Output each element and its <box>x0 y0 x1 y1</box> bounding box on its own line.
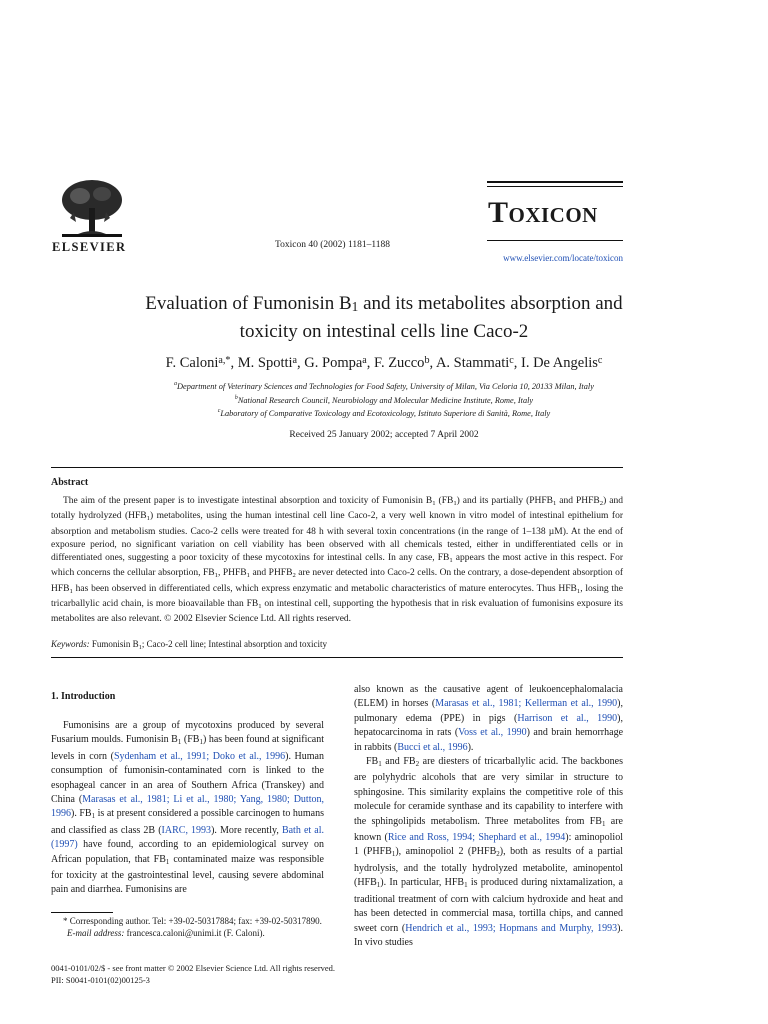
title-part-2: and its metabolites absorption and <box>358 293 623 314</box>
publisher-name: ELSEVIER <box>52 240 127 254</box>
footnote <box>51 915 324 939</box>
journal-url-link[interactable]: www.elsevier.com/locate/toxicon <box>503 253 623 263</box>
title-line-2: toxicity on intestinal cells line Caco-2 <box>239 321 529 342</box>
copyright-line: 0041-0101/02/$ - see front matter © 2002 Elsevier Science Ltd. All rights reserved. <box>51 963 336 973</box>
email-line <box>51 927 324 939</box>
affiliation-c: $^c$Laboratory of Comparative Toxicology and Ecotoxicology, Istituto Superiore di Sanità, Rome, Italy <box>217 408 551 418</box>
citation-link[interactable]: Marasas et al., 1981; Li et al., 1980; Yang, 1980; Dutton, 1996 <box>51 794 324 820</box>
title-subscript: 1 <box>351 299 359 314</box>
author-list: F. Caloni$^{a,*}$, M. Spotti$^a$, G. Pompa$^a$, F. Zucco$^b$, A. Stammati$^c$, I. De Angelis$^c$ <box>165 355 603 371</box>
affiliation-b: $^b$National Research Council, Neurobiology and Molecular Medicine Institute, Rome, Italy <box>234 395 534 405</box>
email-address: francesca.caloni@unimi.it (F. Caloni). <box>126 928 265 938</box>
keywords: Keywords: Fumonisin $B_1$; Caco-2 cell line; Intestinal absorption and toxicity <box>51 639 328 651</box>
intro-paragraph: also known as the causative agent of leukoencephalomalacia (ELEM) in horses (Marasas et al., 1981; Kellerman et al., 1990), pulmonary edema (PPE) in pigs (Harrison et al., 1990), hepatocarcinoma in rats (Voss et al., 1990) and brain hemorrhage in rabbits (Bucci et al., 1996). <box>354 684 624 753</box>
journal-rule <box>487 240 623 241</box>
received-dates: Received 25 January 2002; accepted 7 April 2002 <box>289 430 479 440</box>
citation-link[interactable]: IARC, 1993 <box>161 824 212 836</box>
section-heading: 1. Introduction <box>51 691 116 702</box>
journal-title: Toxicon <box>488 196 598 229</box>
header-rule <box>487 181 623 183</box>
journal-citation: Toxicon 40 (2002) 1181–1188 <box>275 240 390 250</box>
footnote-rule <box>51 912 113 913</box>
abstract-bottom-rule <box>51 657 623 658</box>
corresponding-author: * Corresponding author. Tel: +39-02-50317884; fax: +39-02-50317890. <box>63 916 322 926</box>
pii-line: PII: S0041-0101(02)00125-3 <box>51 975 150 985</box>
citation-link[interactable]: Rice and Ross, 1994; Shephard et al., 1994 <box>387 832 566 844</box>
citation-link[interactable]: Voss et al., 1990 <box>458 727 527 739</box>
citation-link[interactable]: Bucci et al., 1996 <box>397 741 468 753</box>
affiliation-a: $^a$Department of Veterinary Sciences and Technologies for Food Safety, University of Milan, Via Celoria 10, 20133 Milan, Italy <box>174 381 594 391</box>
citation-link[interactable]: Bath et al. (1997) <box>51 824 324 851</box>
abstract-heading: Abstract <box>51 477 89 488</box>
email-label: E-mail address: <box>67 928 125 938</box>
abstract-text: The aim of the present paper is to investigate intestinal absorption and toxicity of Fumonisin $B_1$ $(FB_1)$ and its partially ($PHFB_1$ and $PHFB_2$) and totally hydrolyzed $(HFB_1)$ metabolites, using the human intestinal cell line Caco-2, a very well known in vitro model of intestinal epithelium for absorption and metabolism studies. Caco-2 cells were treated for 48 h with several toxin concentrations (in the range of 1–138 µM). At the end of exposure period, no significant variation on cell viability has been observed with all chemicals tested, either in undifferentiated cells or in differentiated ones, suggesting a poor toxicity of these mycotoxins for intestinal cells. In any case, $FB_1$ appears the most active in this respect. For which concerns the cellular absorption, $FB_1$, $PHFB_1$ and $PHFB_2$ are never detected into Caco-2 cells. On the contrary, a dose-dependent absorption of $HFB_1$ has been observed in differentiated cells, which express enzymatic and metabolic characteristics of mature enterocytes. Thus $HFB_1$, losing the tricarballylic acid chain, is more bioavailable than $FB_1$ on intestinal cell, supporting the hypothesis that in risk evaluation of fumonisins exposure its metabolites are also relevant. © 2002 Elsevier Science Ltd. All rights reserved. <box>51 496 624 625</box>
citation-link[interactable]: Hendrich et al., 1993; Hopmans and Murphy, 1993 <box>405 922 618 934</box>
intro-right-column <box>354 683 623 950</box>
citation-link[interactable]: Marasas et al., 1981; Kellerman et al., 1990 <box>435 698 618 710</box>
article-title <box>40 291 728 344</box>
intro-left-column: Fumonisins are a group of mycotoxins produced by several Fusarium moulds. Fumonisin $B_1$ $(FB_1)$ has been found at significant levels in corn (Sydenham et al., 1991; Doko et al., 1996). Human consumption of fumonisin-contaminated corn is linked to the esophageal cancer in an area of Southern Africa (Transkey) and China (Marasas et al., 1981; Li et al., 1980; Yang, 1980; Dutton, 1996). $FB_1$ is at present considered a possible carcinogen to humans and classified as class 2B (IARC, 1993). More recently, Bath et al. (1997) have found, according to an epidemiological survey on African population, that $FB_1$ contaminated maize was responsible for toxicity at the gastrointestinal level, causing severe abdominal pain and diarrhea. Fumonisins are <box>51 720 325 896</box>
citation-link[interactable]: Sydenham et al., 1991; Doko et al., 1996 <box>113 750 286 762</box>
intro-paragraph: $FB_1$ and $FB_2$ are diesters of tricarballylic acid. The backbones are polyhydric alcohols that are very similar in structure to sphingosine. This similarity explains the competitive role of this molecule for ceramide synthase and its capability to interfere with the sphingolipids metabolism. Three metabolites from $FB_1$ are known (Rice and Ross, 1994; Shephard et al., 1994): aminopoliol 1 $(PHFB_1)$, aminopoliol 2 $(PHFB_2)$, both as results of a partial hydrolysis, and the totally hydrolyzed metabolite, aminopentol $(HFB_1)$. In particular, $HFB_1$ is produced during nixtamalization, a traditional treatment of corn with calcium hydroxide and heat and has been detected in commercial masa, tortilla chips, and canned sweet corn (Hendrich et al., 1993; Hopmans and Murphy, 1993). In vivo studies <box>354 756 624 948</box>
elsevier-tree-logo <box>56 178 128 240</box>
abstract-top-rule <box>51 467 623 468</box>
copyright-block <box>51 962 335 986</box>
header-rule-thin <box>487 186 623 187</box>
citation-link[interactable]: Harrison et al., 1990 <box>517 712 618 724</box>
title-part-1: Evaluation of Fumonisin B <box>145 293 352 314</box>
keywords-label: Keywords: <box>51 639 90 649</box>
